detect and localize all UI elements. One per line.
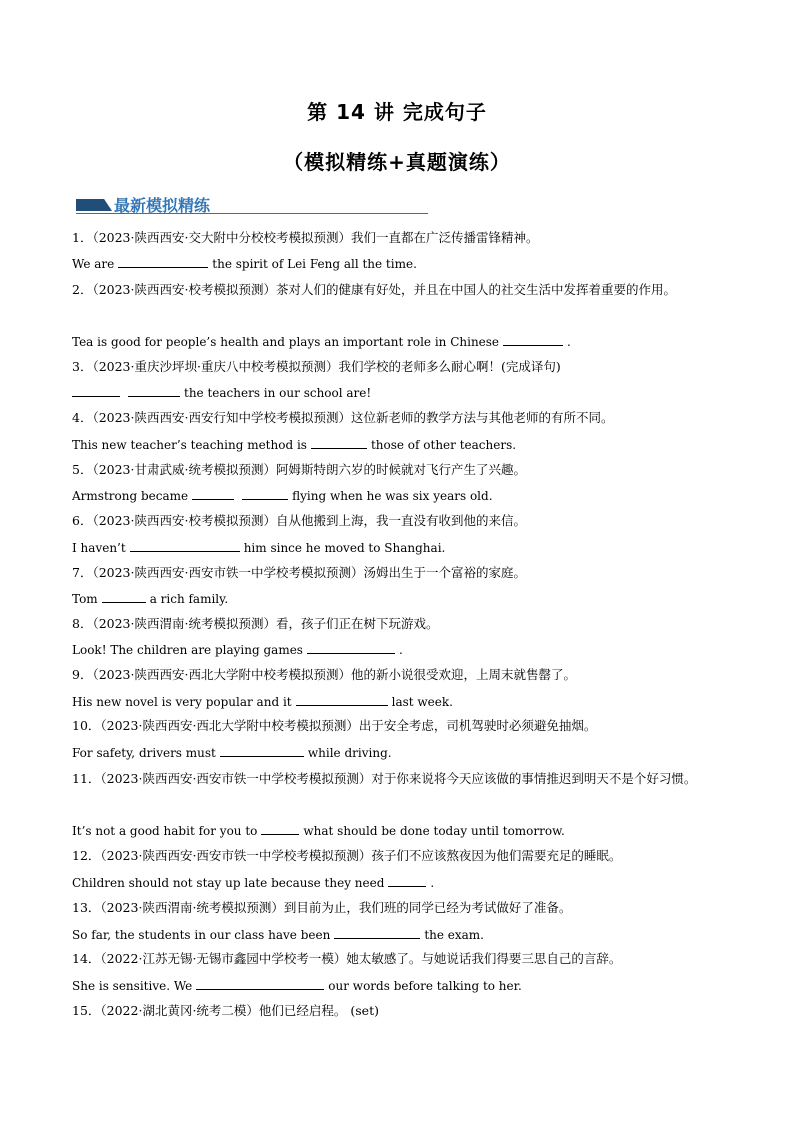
question-5: 5．（2023·甘肃武威·统考模拟预测）阿姆斯特朗六岁的时候就对飞行产生了兴趣。 — [72, 462, 526, 477]
section-banner-decoration — [76, 199, 112, 211]
blank-3a[interactable] — [72, 384, 120, 397]
blank-14[interactable] — [196, 977, 324, 990]
blank-11[interactable] — [261, 822, 299, 835]
question-6: 6．（2023·陕西西安·校考模拟预测）自从他搬到上海，我一直没有收到他的来信。 — [72, 513, 526, 528]
answer-line-4: This new teacher’s teaching method is those of other teachers. — [72, 438, 517, 452]
answer-line-9: His new novel is very popular and it last week. — [72, 695, 453, 709]
answer-line-2: Tea is good for people’s health and plays an important role in Chinese . — [72, 335, 571, 349]
blank-12[interactable] — [388, 874, 426, 887]
question-1: 1．（2023·陕西西安·交大附中分校校考模拟预测）我们一直都在广泛传播雷锋精神。 — [72, 230, 539, 245]
answer-line-3: the teachers in our school are! — [72, 384, 371, 401]
blank-2[interactable] — [503, 333, 563, 346]
question-3: 3．（2023·重庆沙坪坝·重庆八中校考模拟预测）我们学校的老师多么耐心啊！(完成译句) — [72, 359, 561, 374]
question-15: 15．（2022·湖北黄冈·统考二模）他们已经启程。 (set) — [72, 1003, 379, 1018]
blank-3b[interactable] — [128, 384, 180, 397]
answer-line-12: Children should not stay up late because they need . — [72, 876, 435, 890]
blank-13[interactable] — [334, 926, 420, 939]
section-header — [76, 193, 428, 215]
answer-line-8: Look! The children are playing games . — [72, 643, 403, 657]
answer-line-14: She is sensitive. We our words before talking to her. — [72, 979, 522, 993]
question-7: 7．（2023·陕西西安·西安市铁一中学校考模拟预测）汤姆出生于一个富裕的家庭。 — [72, 565, 526, 580]
question-13: 13．（2023·陕西渭南·统考模拟预测）到目前为止，我们班的同学已经为考试做好了准备。 — [72, 900, 572, 915]
section-divider — [76, 213, 428, 214]
question-2: 2．（2023·陕西西安·校考模拟预测）茶对人们的健康有好处，并且在中国人的社交生活中发挥着重要的作用。 — [72, 282, 676, 297]
answer-line-6: I haven’t him since he moved to Shanghai. — [72, 541, 446, 555]
blank-6[interactable] — [130, 539, 240, 552]
answer-line-1: We are the spirit of Lei Feng all the time. — [72, 257, 417, 271]
page-title: 第 14 讲 完成句子 — [307, 100, 487, 124]
question-8: 8．（2023·陕西渭南·统考模拟预测）看，孩子们正在树下玩游戏。 — [72, 616, 439, 631]
blank-9[interactable] — [296, 693, 388, 706]
question-10: 10．（2023·陕西西安·西北大学附中校考模拟预测）出于安全考虑，司机驾驶时必须避免抽烟。 — [72, 718, 597, 733]
blank-7[interactable] — [102, 590, 146, 603]
answer-line-7: Tom a rich family. — [72, 592, 229, 606]
section-title: 最新模拟精练 — [114, 196, 211, 215]
page-subtitle: （模拟精练+真题演练） — [283, 150, 511, 174]
answer-line-11: It’s not a good habit for you to what should be done today until tomorrow. — [72, 824, 565, 838]
question-12: 12．（2023·陕西西安·西安市铁一中学校考模拟预测）孩子们不应该熬夜因为他们需要充足的睡眠。 — [72, 848, 622, 863]
answer-line-5: Armstrong became flying when he was six years old. — [72, 489, 493, 503]
blank-4[interactable] — [311, 436, 367, 449]
question-4: 4．（2023·陕西西安·西安行知中学校考模拟预测）这位新老师的教学方法与其他老师的有所不同。 — [72, 410, 614, 425]
question-9: 9．（2023·陕西西安·西北大学附中校考模拟预测）他的新小说很受欢迎，上周末就售罄了。 — [72, 667, 576, 682]
blank-5a[interactable] — [192, 487, 234, 500]
blank-10[interactable] — [220, 744, 304, 757]
blank-8[interactable] — [307, 641, 395, 654]
question-14: 14．（2022·江苏无锡·无锡市鑫园中学校考一模）她太敏感了。与她说话我们得要三思自己的言辞。 — [72, 951, 622, 966]
answer-line-13: So far, the students in our class have been the exam. — [72, 928, 484, 942]
blank-1[interactable] — [118, 255, 208, 268]
blank-5b[interactable] — [242, 487, 288, 500]
answer-line-10: For safety, drivers must while driving. — [72, 746, 392, 760]
question-11: 11．（2023·陕西西安·西安市铁一中学校考模拟预测）对于你来说将今天应该做的事情推迟到明天不是个好习惯。 — [72, 771, 697, 786]
